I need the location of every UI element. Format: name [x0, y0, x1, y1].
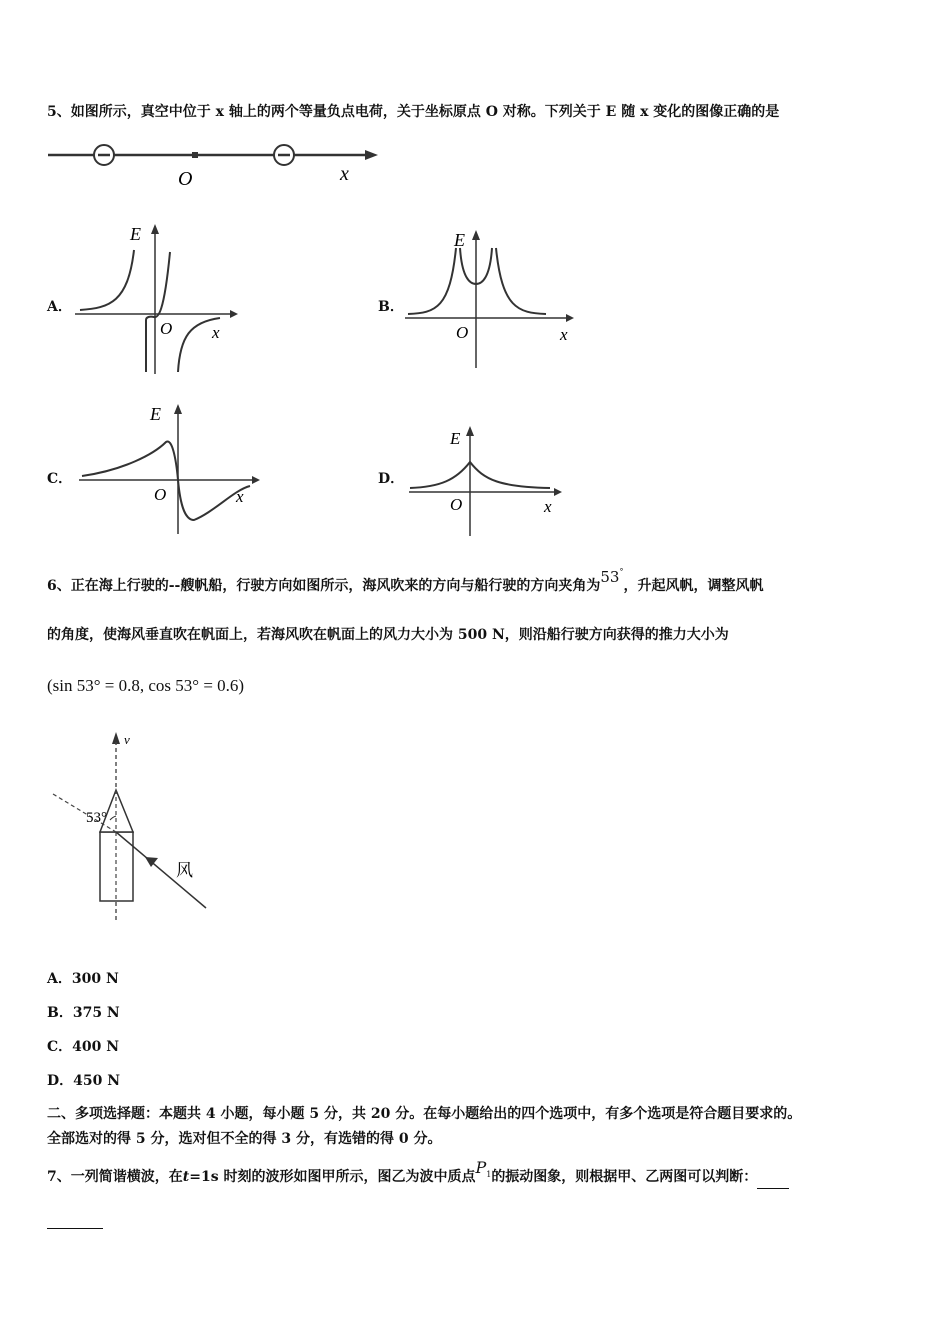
svg-text:x: x — [560, 325, 568, 344]
q5-option-c[interactable]: C． — [47, 471, 73, 487]
svg-text:x: x — [236, 487, 244, 506]
origin-point — [192, 152, 198, 158]
svg-text:O: O — [154, 485, 167, 504]
angle-value: 53 — [600, 568, 620, 586]
q6-option-a[interactable]: A．300 N — [47, 971, 119, 987]
q5-graph-d — [404, 424, 574, 540]
q6-stem-line1: 6、正在海上行驶的--艘帆船，行驶方向如图所示，海风吹来的方向与船行驶的方向夹角为53°，升起风帆，调整风帆 — [47, 567, 764, 594]
svg-text:E: E — [130, 224, 141, 244]
svg-text:x: x — [544, 497, 552, 516]
q6-option-b[interactable]: B．375 N — [47, 1005, 120, 1021]
q6-option-c[interactable]: C．400 N — [47, 1039, 120, 1055]
q5-option-a[interactable]: A． — [47, 299, 72, 315]
q7-stem: 7、一列简谐横波，在t=1s 时刻的波形如图甲所示，图乙为波中质点$P^1$的振动图象，则根据甲、乙两图可以判断： — [47, 1166, 789, 1189]
x-label: x — [340, 163, 349, 185]
svg-text:53°: 53° — [86, 810, 107, 826]
svg-text:O: O — [456, 323, 469, 342]
x-axis-arrow — [365, 150, 378, 160]
q5-graph-b — [400, 228, 580, 370]
q6-sail-figure — [48, 728, 218, 928]
q6-option-d[interactable]: D．450 N — [47, 1073, 121, 1089]
q5-graph-c — [74, 402, 264, 538]
svg-text:v: v — [124, 732, 130, 747]
answer-blank[interactable] — [757, 1174, 789, 1189]
svg-text:O: O — [160, 319, 173, 338]
origin-label: O — [178, 168, 193, 190]
svg-text:x: x — [212, 323, 220, 342]
svg-text:E: E — [150, 404, 161, 424]
svg-text:E: E — [450, 429, 461, 448]
p-var: P — [475, 1158, 487, 1177]
section2-heading: 二、多项选择题：本题共 4 小题，每小题 5 分，共 20 分。在每小题给出的四个选项中，有多个选项是符合题目要求的。 — [47, 1106, 802, 1122]
q5-option-b[interactable]: B． — [378, 299, 404, 315]
answer-blank-continued[interactable] — [47, 1228, 103, 1229]
q6-stem-line2: 的角度，使海风垂直吹在帆面上，若海风吹在帆面上的风力大小为 500 N，则沿船行驶方向获得的推力大小为 — [47, 627, 729, 643]
q5-stem: 5、如图所示，真空中位于 x 轴上的两个等量负点电荷，关于坐标原点 O 对称。下列关于 E 随 x 变化的图像正确的是 — [47, 104, 780, 120]
svg-text:E: E — [454, 230, 465, 250]
svg-text:风: 风 — [176, 861, 193, 880]
q5-option-d[interactable]: D． — [378, 471, 405, 487]
svg-text:O: O — [450, 495, 463, 514]
q6-formula: (sin 53° = 0.8, cos 53° = 0.6) — [47, 676, 245, 695]
q5-graph-a — [70, 222, 240, 378]
q5-charge-figure — [40, 140, 380, 190]
section2-scoring: 全部选对的得 5 分，选对但不全的得 3 分，有选错的得 0 分。 — [47, 1131, 442, 1147]
